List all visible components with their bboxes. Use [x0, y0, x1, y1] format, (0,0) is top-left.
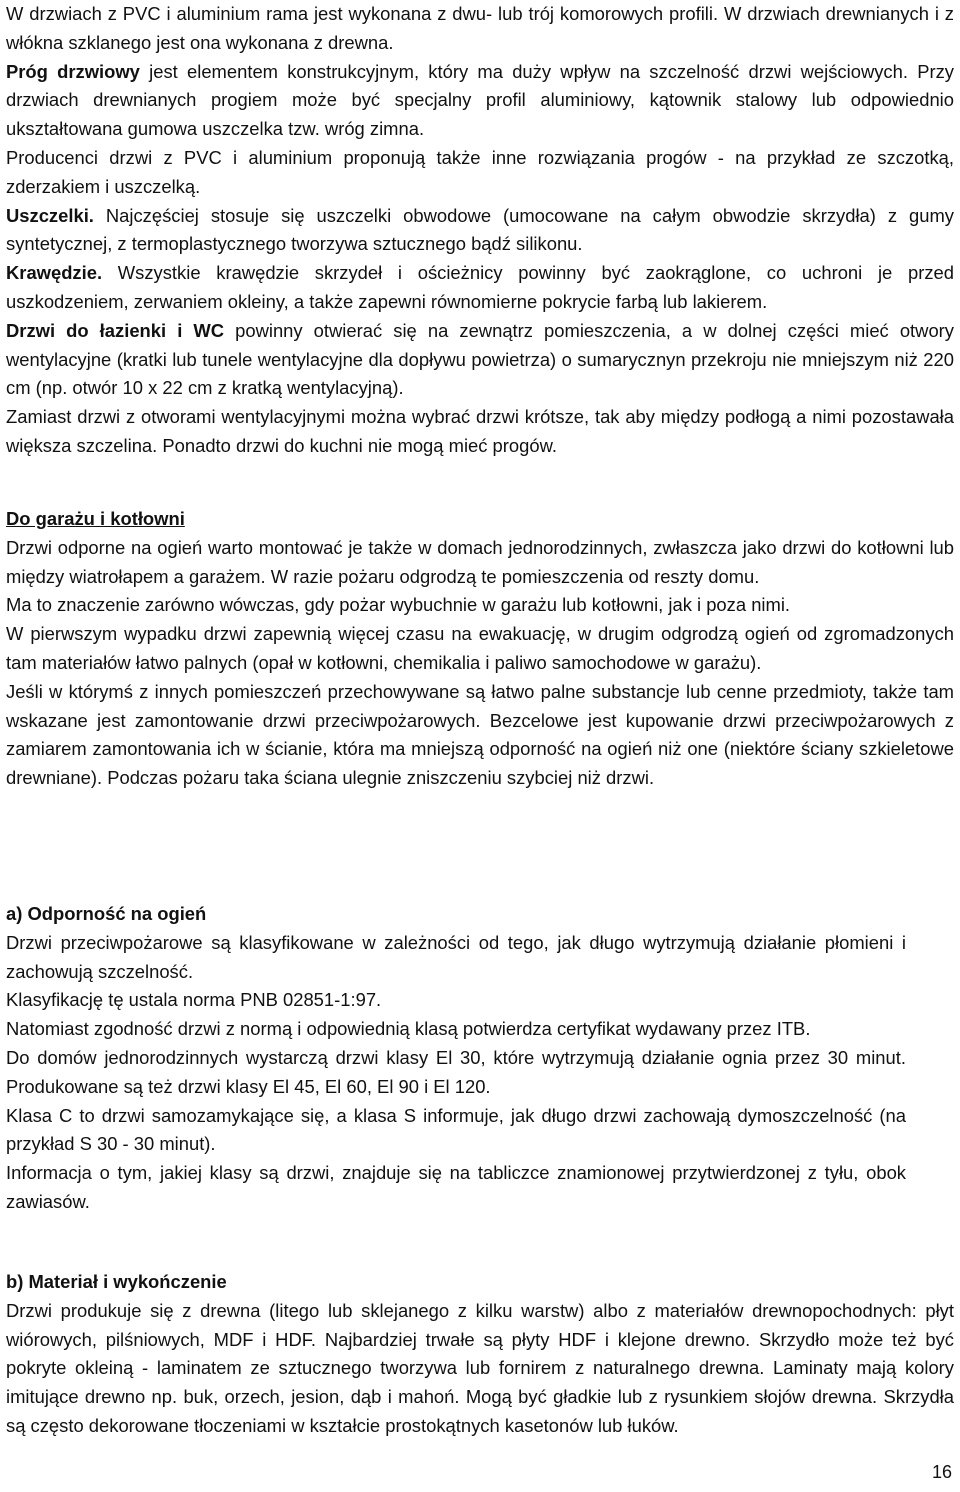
paragraph-fire-doors: Drzwi odporne na ogień warto montować je także w domach jednorodzinnych, zwłaszcza jako drzwi do kotłowni lub między wiatrołapem a garażem. W razie pożaru odgrodzą te pomieszczenia od reszty domu.	[6, 536, 954, 587]
paragraph-standard: Klasyfikację tę ustala norma PNB 02851-1:97.	[6, 989, 382, 1011]
threshold-text: jest elementem konstrukcyjnym, który ma duży wpływ na szczelność drzwi wejściowych. Przy drzwiach drewnianych progiem może być specjalny profil aluminiowy, kątownik stalowy lub odpowiednio ukształtowana gumowa uszczelka tzw. wróg zimna.	[6, 60, 954, 140]
paragraph-self-closing: Klasa C to drzwi samozamykające się, a klasa S informuje, jak długo drzwi zachowają dymoszczelność (na przykład S 30 - 30 minut).	[6, 1104, 906, 1155]
paragraph-significance: Ma to znaczenie zarówno wówczas, gdy pożar wybuchnie w garażu lub kotłowni, jak i poza nimi.	[6, 594, 791, 616]
paragraph-certificate: Natomiast zgodność drzwi z normą i odpowiednią klasą potwierdza certyfikat wydawany przez ITB.	[6, 1018, 811, 1040]
paragraph-frame: W drzwiach z PVC i aluminium rama jest wykonana z dwu- lub trój komorowych profili. W drzwiach drewnianych i z włókna szklanego jest ona wykonana z drewna.	[6, 3, 954, 53]
paragraph-edges	[6, 259, 954, 317]
term-seals: Uszczelki.	[6, 204, 94, 226]
paragraph-seals	[6, 202, 954, 260]
paragraph-manufacturers: Producenci drzwi z PVC i aluminium proponują także inne rozwiązania progów - na przykład ze szczotką, zderzakiem i uszczelką.	[6, 146, 954, 197]
heading-material: b) Materiał i wykończenie	[6, 1271, 227, 1292]
fire-resistance-section	[6, 900, 906, 1217]
paragraph-nameplate: Informacja o tym, jakiej klasy są drzwi, znajduje się na tabliczce znamionowej przytwierdzonej z tyłu, obok zawiasów.	[6, 1162, 906, 1212]
intro-section	[6, 0, 954, 461]
heading-fire-resistance: a) Odporność na ogień	[6, 903, 207, 924]
paragraph-material: Drzwi produkuje się z drewna (litego lub sklejanego z kilku warstw) albo z materiałów drewnopochodnych: płyt wiórowych, pilśniowych, MDF i HDF. Najbardziej trwałe są płyty HDF i klejone drewno. Skrzydło może też być pokryte okleiną - laminatem ze sztucznego tworzywa lub fornirem z naturalnego drewna. Laminaty mają kolory imitujące drewno np. buk, orzech, jesion, dąb i mahoń. Mogą być gładkie lub z rysunkiem słojów drewna. Skrzydła są często dekorowane tłoczeniami w kształcie prostokątnych kasetonów lub łuków.	[6, 1299, 954, 1436]
page-number: 16	[931, 1462, 952, 1482]
paragraph-classes: Do domów jednorodzinnych wystarczą drzwi klasy El 30, które wytrzymują działanie ognia przez 30 minut. Produkowane są też drzwi klasy El 45, El 60, El 90 i El 120.	[6, 1046, 906, 1097]
paragraph-classification: Drzwi przeciwpożarowe są klasyfikowane w zależności od tego, jak długo wytrzymują działanie płomieni i zachowują szczelność.	[6, 931, 906, 982]
paragraph-flammable: Jeśli w którymś z innych pomieszczeń przechowywane są łatwo palne substancje lub cenne przedmioty, także tam wskazane jest zamontowanie drzwi przeciwpożarowych. Bezcelowe jest kupowanie drzwi przeciwpożarowych z zamiarem zamontowania ich w ścianie, która ma mniejszą odporność na ogień niż one (niektóre ściany szkieletowe drewniane). Podczas pożaru taka ściana ulegnie zniszczeniu szybciej niż drzwi.	[6, 680, 954, 789]
edges-text: Wszystkie krawędzie skrzydeł i ościeżnicy powinny być zaokrąglone, co uchroni je przed uszkodzeniem, zerwaniem okleiny, a także zapewni równomierne pokrycie farbą lub lakierem.	[6, 262, 954, 312]
paragraph-threshold	[6, 58, 954, 144]
seals-text: Najczęściej stosuje się uszczelki obwodowe (umocowane na całym obwodzie skrzydła) z gumy syntetycznej, z termoplastycznego tworzywa sztucznego bądź silikonu.	[6, 204, 954, 255]
term-threshold: Próg drzwiowy	[6, 60, 140, 82]
paragraph-shorter-doors: Zamiast drzwi z otworami wentylacyjnymi można wybrać drzwi krótsze, tak aby między podłogą a nimi pozostawała większa szczelina. Ponadto drzwi do kuchni nie mogą mieć progów.	[6, 406, 954, 456]
bathroom-text: powinny otwierać się na zewnątrz pomieszczenia, a w dolnej części mieć otwory wentylacyjne (kratki lub tunele wentylacyjne dla dopływu powietrza) o sumarycznyn przekroju nie mniejszym niż 220 cm (np. otwór 10 x 22 cm z kratką wentylacyjną).	[6, 319, 954, 399]
term-edges: Krawędzie.	[6, 262, 103, 284]
paragraph-bathroom	[6, 317, 954, 403]
garage-section	[6, 505, 954, 793]
term-bathroom: Drzwi do łazienki i WC	[6, 319, 225, 341]
heading-garage: Do garażu i kotłowni	[6, 508, 185, 529]
material-section	[6, 1268, 954, 1441]
paragraph-evacuation: W pierwszym wypadku drzwi zapewnią więcej czasu na ewakuację, w drugim odgrodzą ogień od zgromadzonych tam materiałów łatwo palnych (opał w kotłowni, chemikalia i paliwo samochodowe w garażu).	[6, 623, 954, 673]
